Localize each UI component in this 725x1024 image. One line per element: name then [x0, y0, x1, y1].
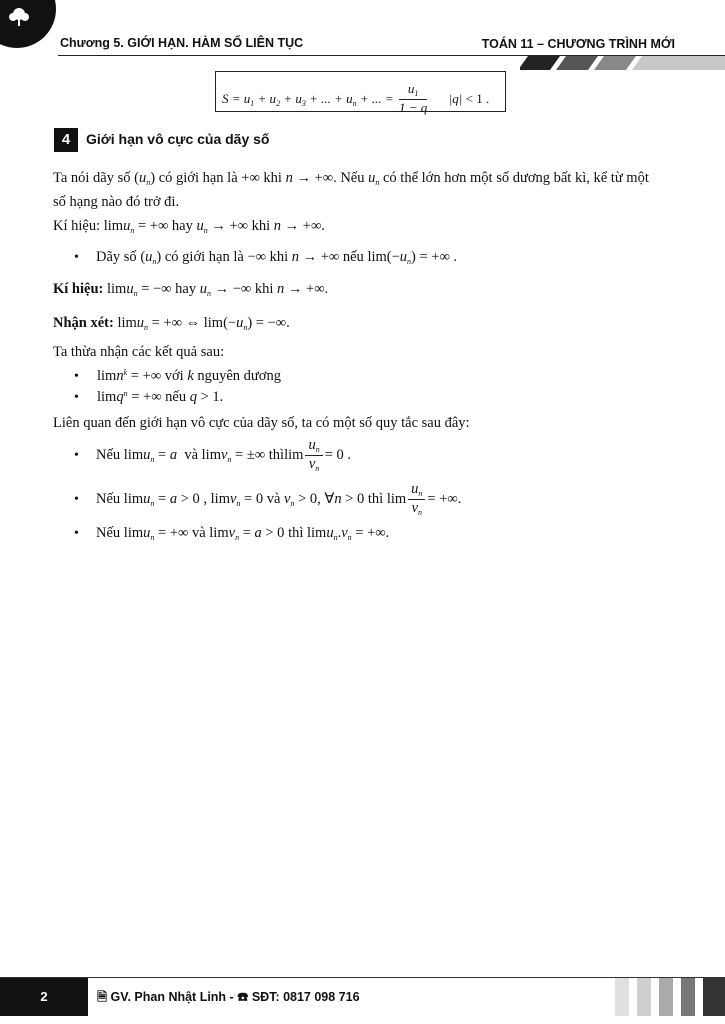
teacher-name: GV. Phan Nhật Linh: [110, 990, 227, 1004]
sum-term: + ... =: [359, 90, 394, 106]
chapter-title: Chương 5. GIỚI HẠN. HÀM SỐ LIÊN TỤC: [60, 36, 304, 50]
rule-1: Nếu limu$_n$ = a và limv$_n$ = ±∞ thìlim $\frac{u_n}{v_n}$ = 0 .: [96, 437, 351, 473]
sum-term: + u: [257, 90, 277, 106]
phone-icon: ☎: [237, 990, 249, 1004]
document-icon: 🗎: [97, 990, 108, 1004]
rule-2: Nếu limu$_n$ = a > 0 , limv$_n$ = 0 và $v_n > 0$, ∀n > 0 thì lim $\frac{u_n}{v_n}$ = +∞.: [96, 481, 462, 517]
rule-3: Nếu limu$_n$ = +∞ và limv$_n$ = a > 0 thì $\lim u_n.v_n$ = +∞.: [96, 525, 390, 542]
bullet-dot: •: [74, 492, 79, 507]
sum-lhs: S = u: [222, 90, 251, 106]
teacher-phone: SĐT: 0817 098 716: [251, 990, 360, 1004]
course-title: TOÁN 11 – CHƯƠNG TRÌNH MỚI: [481, 37, 675, 51]
sum-term: + u: [283, 90, 302, 106]
ratio-condition: |q|: [448, 90, 463, 106]
minus-infinity-definition: Dãy số $(u_n)$ có giới hạn là −∞ khi n → +∞ nếu $\lim(-u_n)$ = +∞ .: [96, 249, 458, 266]
definition-line-2: số hạng nào đó trở đi.: [53, 194, 180, 210]
bullet-dot: •: [74, 250, 79, 265]
ratio-condition-bound: < 1 .: [465, 90, 490, 106]
bullet-dot: •: [74, 448, 79, 463]
sum-term: + ... + u: [309, 90, 353, 106]
result-power-limit: limn$^k$ = +∞ với k nguyên dương: [97, 368, 281, 384]
bullet-dot: •: [74, 526, 79, 541]
sum-formula-box: $S = u_1 + u_2 + u_3$ + ... + $u_n$ + ... = $\frac{u_1}{1 - q}$ |q| < 1 .: [215, 71, 506, 112]
section-number: 4: [54, 128, 78, 152]
page-number: 2: [0, 978, 88, 1016]
sum-fraction: $\frac{u_1}{1 - q}$: [398, 81, 428, 115]
remark-line: Nhận xét: limu$_n$ = +∞ ⇔ $\lim(-u_n)$ = −∞.: [53, 315, 290, 332]
notation-minus-infinity: Kí hiệu: limu$_n$ = −∞ hay $u_n$ → −∞ khi n → +∞.: [53, 281, 329, 298]
section-title: Giới hạn vô cực của dãy số: [86, 131, 270, 147]
footer-author: 🗎 GV. Phan Nhật Linh - ☎ SĐT: 0817 098 716: [97, 990, 360, 1004]
result-geometric-limit: limq$^n$ = +∞ nếu q > 1.: [97, 389, 224, 405]
header-stripes: [520, 56, 725, 70]
accept-results-intro: Ta thừa nhận các kết quả sau:: [53, 344, 225, 360]
bullet-dot: •: [74, 369, 79, 384]
tree-logo-icon: [8, 6, 30, 28]
definition-line-1: Ta nói dãy số $(u_n)$ có giới hạn là +∞ khi n → +∞. Nếu $u_n$ có thể lớn hơn một số dương bất kì, kể từ một: [53, 170, 649, 187]
bullet-dot: •: [74, 390, 79, 405]
notation-plus-infinity: Kí hiệu: limu$_n$ = +∞ hay $u_n$ → +∞ khi n → +∞.: [53, 218, 325, 235]
logo: [0, 0, 56, 48]
footer-bars: [615, 978, 725, 1016]
rules-intro: Liên quan đến giới hạn vô cực của dãy số, ta có một số quy tắc sau đây:: [53, 415, 470, 431]
